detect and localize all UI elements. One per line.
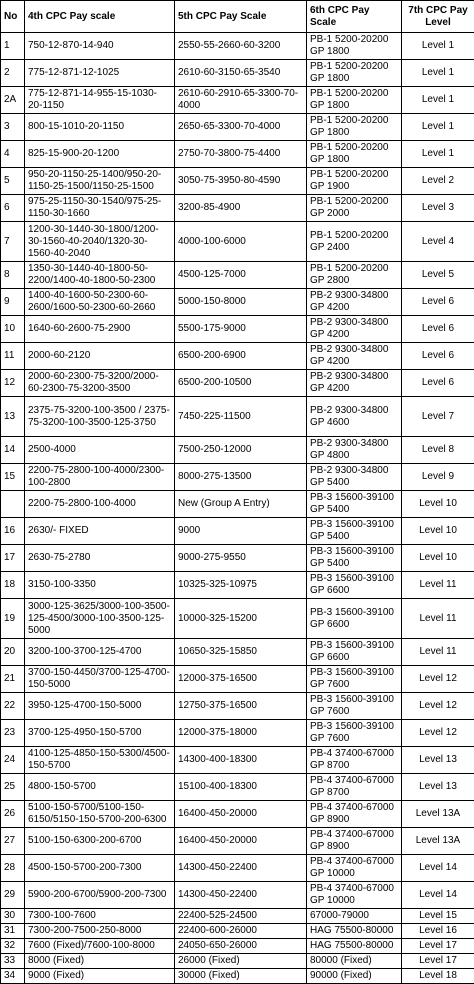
cell-no: 19 <box>1 599 25 639</box>
col-header-no: No <box>1 1 25 33</box>
table-row <box>1 924 474 939</box>
cell-5th-cpc: 2610-60-2910-65-3300-70-4000 <box>175 87 307 114</box>
table-row <box>1 747 474 774</box>
cell-5th-cpc: 12750-375-16500 <box>175 693 307 720</box>
cell-4th-cpc: 1350-30-1440-40-1800-50-2200/1400-40-1800-50-2300 <box>25 262 175 289</box>
table-row <box>1 289 474 316</box>
cell-5th-cpc: 6500-200-6900 <box>175 343 307 370</box>
table-row <box>1 909 474 924</box>
cell-4th-cpc: 3200-100-3700-125-4700 <box>25 639 175 666</box>
cell-4th-cpc: 5100-150-5700/5100-150-6150/5150-150-5700-200-6300 <box>25 801 175 828</box>
cell-6th-cpc: PB-3 15600-39100 GP 5400 <box>307 491 402 518</box>
cell-no: 32 <box>1 939 25 954</box>
cell-5th-cpc: 16400-450-20000 <box>175 801 307 828</box>
cell-no: 20 <box>1 639 25 666</box>
cell-7th-cpc-level: Level 10 <box>402 491 474 518</box>
cell-4th-cpc: 2200-75-2800-100-4000 <box>25 491 175 518</box>
cell-6th-cpc: PB-3 15600-39100 GP 7600 <box>307 720 402 747</box>
cell-4th-cpc: 8000 (Fixed) <box>25 954 175 969</box>
cell-7th-cpc-level: Level 6 <box>402 289 474 316</box>
cell-7th-cpc-level: Level 13 <box>402 747 474 774</box>
cell-7th-cpc-level: Level 1 <box>402 114 474 141</box>
table-row <box>1 693 474 720</box>
cell-7th-cpc-level: Level 7 <box>402 397 474 437</box>
cell-5th-cpc: 2750-70-3800-75-4400 <box>175 141 307 168</box>
table-row <box>1 33 474 60</box>
cell-6th-cpc: 67000-79000 <box>307 909 402 924</box>
col-header-6th-cpc: 6th CPC Pay Scale <box>307 1 402 33</box>
table-row <box>1 639 474 666</box>
cell-no: 4 <box>1 141 25 168</box>
cell-5th-cpc: 10325-325-10975 <box>175 572 307 599</box>
cell-6th-cpc: PB-4 37400-67000 GP 8900 <box>307 801 402 828</box>
cell-no: 18 <box>1 572 25 599</box>
cell-4th-cpc: 2200-75-2800-100-4000/2300-100-2800 <box>25 464 175 491</box>
table-row <box>1 954 474 969</box>
cell-4th-cpc: 950-20-1150-25-1400/950-20-1150-25-1500/1150-25-1500 <box>25 168 175 195</box>
cell-no: 11 <box>1 343 25 370</box>
table-row <box>1 855 474 882</box>
cell-no: 15 <box>1 464 25 491</box>
cell-no: 12 <box>1 370 25 397</box>
cell-6th-cpc: PB-2 9300-34800 GP 4600 <box>307 397 402 437</box>
cell-6th-cpc: PB-1 5200-20200 GP 2000 <box>307 195 402 222</box>
cell-7th-cpc-level: Level 13 <box>402 774 474 801</box>
cell-7th-cpc-level: Level 13A <box>402 828 474 855</box>
cell-7th-cpc-level: Level 10 <box>402 518 474 545</box>
cell-5th-cpc: 4500-125-7000 <box>175 262 307 289</box>
cell-6th-cpc: PB-3 15600-39100 GP 5400 <box>307 545 402 572</box>
cell-5th-cpc: 22400-525-24500 <box>175 909 307 924</box>
table-row <box>1 774 474 801</box>
cell-7th-cpc-level: Level 1 <box>402 60 474 87</box>
cell-7th-cpc-level: Level 1 <box>402 141 474 168</box>
cell-no: 6 <box>1 195 25 222</box>
cell-7th-cpc-level: Level 14 <box>402 855 474 882</box>
cell-4th-cpc: 9000 (Fixed) <box>25 969 175 984</box>
cell-6th-cpc: PB-2 9300-34800 GP 4200 <box>307 343 402 370</box>
cell-4th-cpc: 4100-125-4850-150-5300/4500-150-5700 <box>25 747 175 774</box>
col-header-4th-cpc: 4th CPC Pay scale <box>25 1 175 33</box>
cell-4th-cpc: 825-15-900-20-1200 <box>25 141 175 168</box>
cell-5th-cpc: 5500-175-9000 <box>175 316 307 343</box>
cell-5th-cpc: 26000 (Fixed) <box>175 954 307 969</box>
table-row <box>1 222 474 262</box>
table-row <box>1 343 474 370</box>
cell-4th-cpc: 3700-125-4950-150-5700 <box>25 720 175 747</box>
cell-6th-cpc: PB-1 5200-20200 GP 1800 <box>307 33 402 60</box>
cell-4th-cpc: 2630-75-2780 <box>25 545 175 572</box>
table-row <box>1 87 474 114</box>
cell-6th-cpc: PB-2 9300-34800 GP 4800 <box>307 437 402 464</box>
cell-6th-cpc: PB-1 5200-20200 GP 2400 <box>307 222 402 262</box>
table-row <box>1 882 474 909</box>
table-header-row <box>1 1 474 33</box>
cell-no: 2A <box>1 87 25 114</box>
cell-7th-cpc-level: Level 13A <box>402 801 474 828</box>
cell-6th-cpc: PB-3 15600-39100 GP 6600 <box>307 599 402 639</box>
cell-no: 30 <box>1 909 25 924</box>
cell-no: 5 <box>1 168 25 195</box>
cell-6th-cpc: PB-3 15600-39100 GP 5400 <box>307 518 402 545</box>
cell-4th-cpc: 975-25-1150-30-1540/975-25-1150-30-1660 <box>25 195 175 222</box>
cell-6th-cpc: PB-1 5200-20200 GP 2800 <box>307 262 402 289</box>
table-row <box>1 720 474 747</box>
table-row <box>1 801 474 828</box>
cell-4th-cpc: 775-12-871-12-1025 <box>25 60 175 87</box>
cell-7th-cpc-level: Level 4 <box>402 222 474 262</box>
cell-5th-cpc: 4000-100-6000 <box>175 222 307 262</box>
cell-no: 9 <box>1 289 25 316</box>
cell-7th-cpc-level: Level 14 <box>402 882 474 909</box>
cell-5th-cpc: 15100-400-18300 <box>175 774 307 801</box>
cell-7th-cpc-level: Level 16 <box>402 924 474 939</box>
cell-4th-cpc: 3150-100-3350 <box>25 572 175 599</box>
cell-4th-cpc: 750-12-870-14-940 <box>25 33 175 60</box>
table-row <box>1 518 474 545</box>
cell-no: 25 <box>1 774 25 801</box>
cell-no: 27 <box>1 828 25 855</box>
cell-5th-cpc: 2610-60-3150-65-3540 <box>175 60 307 87</box>
table-row <box>1 491 474 518</box>
table-row <box>1 397 474 437</box>
cell-4th-cpc: 2630/- FIXED <box>25 518 175 545</box>
cell-6th-cpc: PB-4 37400-67000 GP 10000 <box>307 882 402 909</box>
cell-6th-cpc: PB-1 5200-20200 GP 1800 <box>307 141 402 168</box>
cell-4th-cpc: 3950-125-4700-150-5000 <box>25 693 175 720</box>
cell-5th-cpc: 14300-450-22400 <box>175 882 307 909</box>
cell-5th-cpc: 12000-375-18000 <box>175 720 307 747</box>
cell-4th-cpc: 2375-75-3200-100-3500 / 2375-75-3200-100-3500-125-3750 <box>25 397 175 437</box>
table-body <box>1 33 474 984</box>
cell-5th-cpc: 9000 <box>175 518 307 545</box>
cell-5th-cpc: 3050-75-3950-80-4590 <box>175 168 307 195</box>
table-row <box>1 939 474 954</box>
table-row <box>1 969 474 984</box>
cell-5th-cpc: 2550-55-2660-60-3200 <box>175 33 307 60</box>
cell-4th-cpc: 800-15-1010-20-1150 <box>25 114 175 141</box>
cell-4th-cpc: 5900-200-6700/5900-200-7300 <box>25 882 175 909</box>
cell-5th-cpc: 16400-450-20000 <box>175 828 307 855</box>
cell-6th-cpc: PB-1 5200-20200 GP 1900 <box>307 168 402 195</box>
cell-7th-cpc-level: Level 12 <box>402 720 474 747</box>
cell-6th-cpc: PB-4 37400-67000 GP 8700 <box>307 747 402 774</box>
cell-6th-cpc: PB-2 9300-34800 GP 4200 <box>307 316 402 343</box>
cell-6th-cpc: PB-1 5200-20200 GP 1800 <box>307 114 402 141</box>
table-row <box>1 370 474 397</box>
cell-6th-cpc: PB-2 9300-34800 GP 4200 <box>307 289 402 316</box>
table-row <box>1 828 474 855</box>
cell-6th-cpc: HAG 75500-80000 <box>307 939 402 954</box>
cell-7th-cpc-level: Level 15 <box>402 909 474 924</box>
cell-7th-cpc-level: Level 12 <box>402 693 474 720</box>
cell-no: 34 <box>1 969 25 984</box>
cell-7th-cpc-level: Level 11 <box>402 639 474 666</box>
cell-7th-cpc-level: Level 18 <box>402 969 474 984</box>
cell-7th-cpc-level: Level 6 <box>402 370 474 397</box>
cell-5th-cpc: 9000-275-9550 <box>175 545 307 572</box>
cell-4th-cpc: 4500-150-5700-200-7300 <box>25 855 175 882</box>
cell-no: 1 <box>1 33 25 60</box>
table-row <box>1 316 474 343</box>
cell-7th-cpc-level: Level 11 <box>402 599 474 639</box>
table-row <box>1 168 474 195</box>
cell-no: 22 <box>1 693 25 720</box>
table-row <box>1 437 474 464</box>
cell-no: 13 <box>1 397 25 437</box>
cell-6th-cpc: 80000 (Fixed) <box>307 954 402 969</box>
cell-7th-cpc-level: Level 11 <box>402 572 474 599</box>
cell-6th-cpc: PB-1 5200-20200 GP 1800 <box>307 87 402 114</box>
cell-4th-cpc: 7300-200-7500-250-8000 <box>25 924 175 939</box>
cell-4th-cpc: 1400-40-1600-50-2300-60-2600/1600-50-2300-60-2660 <box>25 289 175 316</box>
cell-7th-cpc-level: Level 10 <box>402 545 474 572</box>
col-header-5th-cpc: 5th CPC Pay Scale <box>175 1 307 33</box>
cell-5th-cpc: 10650-325-15850 <box>175 639 307 666</box>
cell-4th-cpc: 4800-150-5700 <box>25 774 175 801</box>
cell-no: 8 <box>1 262 25 289</box>
cell-4th-cpc: 3000-125-3625/3000-100-3500-125-4500/3000-100-3500-125-5000 <box>25 599 175 639</box>
cell-no: 14 <box>1 437 25 464</box>
cell-5th-cpc: 22400-600-26000 <box>175 924 307 939</box>
cell-7th-cpc-level: Level 3 <box>402 195 474 222</box>
cell-4th-cpc: 7300-100-7600 <box>25 909 175 924</box>
cell-6th-cpc: PB-3 15600-39100 GP 6600 <box>307 639 402 666</box>
cell-4th-cpc: 775-12-871-14-955-15-1030-20-1150 <box>25 87 175 114</box>
table-row <box>1 141 474 168</box>
cell-7th-cpc-level: Level 6 <box>402 316 474 343</box>
col-header-7th-cpc: 7th CPC Pay Level <box>402 1 474 33</box>
cell-6th-cpc: PB-3 15600-39100 GP 7600 <box>307 666 402 693</box>
cell-5th-cpc: 24050-650-26000 <box>175 939 307 954</box>
cell-7th-cpc-level: Level 5 <box>402 262 474 289</box>
cell-no: 23 <box>1 720 25 747</box>
cell-5th-cpc: 12000-375-16500 <box>175 666 307 693</box>
cell-no: 16 <box>1 518 25 545</box>
cell-4th-cpc: 7600 (Fixed)/7600-100-8000 <box>25 939 175 954</box>
cell-5th-cpc: 30000 (Fixed) <box>175 969 307 984</box>
cell-no: 29 <box>1 882 25 909</box>
cell-no: 17 <box>1 545 25 572</box>
table-row <box>1 60 474 87</box>
cell-6th-cpc: PB-4 37400-67000 GP 8900 <box>307 828 402 855</box>
cell-5th-cpc: 6500-200-10500 <box>175 370 307 397</box>
cell-5th-cpc: New (Group A Entry) <box>175 491 307 518</box>
cell-6th-cpc: PB-2 9300-34800 GP 4200 <box>307 370 402 397</box>
cell-5th-cpc: 5000-150-8000 <box>175 289 307 316</box>
cell-7th-cpc-level: Level 12 <box>402 666 474 693</box>
cell-7th-cpc-level: Level 6 <box>402 343 474 370</box>
cell-no: 3 <box>1 114 25 141</box>
cell-7th-cpc-level: Level 1 <box>402 87 474 114</box>
table-row <box>1 666 474 693</box>
cell-no: 7 <box>1 222 25 262</box>
cell-6th-cpc: PB-3 15600-39100 GP 7600 <box>307 693 402 720</box>
table-row <box>1 464 474 491</box>
cell-no: 21 <box>1 666 25 693</box>
cell-6th-cpc: 90000 (Fixed) <box>307 969 402 984</box>
cell-no: 2 <box>1 60 25 87</box>
cell-5th-cpc: 2650-65-3300-70-4000 <box>175 114 307 141</box>
cell-no: 24 <box>1 747 25 774</box>
cell-5th-cpc: 7500-250-12000 <box>175 437 307 464</box>
table-row <box>1 599 474 639</box>
cell-6th-cpc: HAG 75500-80000 <box>307 924 402 939</box>
cell-no: 33 <box>1 954 25 969</box>
cell-5th-cpc: 10000-325-15200 <box>175 599 307 639</box>
cell-4th-cpc: 3700-150-4450/3700-125-4700-150-5000 <box>25 666 175 693</box>
cell-5th-cpc: 3200-85-4900 <box>175 195 307 222</box>
cell-4th-cpc: 2000-60-2300-75-3200/2000-60-2300-75-3200-3500 <box>25 370 175 397</box>
table-row <box>1 545 474 572</box>
cell-6th-cpc: PB-2 9300-34800 GP 5400 <box>307 464 402 491</box>
cell-4th-cpc: 2000-60-2120 <box>25 343 175 370</box>
cell-5th-cpc: 14300-400-18300 <box>175 747 307 774</box>
cell-no: 28 <box>1 855 25 882</box>
cell-6th-cpc: PB-4 37400-67000 GP 10000 <box>307 855 402 882</box>
cell-4th-cpc: 1200-30-1440-30-1800/1200-30-1560-40-2040/1320-30-1560-40-2040 <box>25 222 175 262</box>
table-row <box>1 114 474 141</box>
cell-7th-cpc-level: Level 17 <box>402 939 474 954</box>
cell-5th-cpc: 7450-225-11500 <box>175 397 307 437</box>
cell-4th-cpc: 1640-60-2600-75-2900 <box>25 316 175 343</box>
cell-7th-cpc-level: Level 2 <box>402 168 474 195</box>
cell-no <box>1 491 25 518</box>
cell-7th-cpc-level: Level 1 <box>402 33 474 60</box>
cell-5th-cpc: 14300-450-22400 <box>175 855 307 882</box>
cell-7th-cpc-level: Level 9 <box>402 464 474 491</box>
cell-no: 26 <box>1 801 25 828</box>
cell-5th-cpc: 8000-275-13500 <box>175 464 307 491</box>
cell-6th-cpc: PB-1 5200-20200 GP 1800 <box>307 60 402 87</box>
cell-6th-cpc: PB-3 15600-39100 GP 6600 <box>307 572 402 599</box>
table-row <box>1 195 474 222</box>
table-row <box>1 262 474 289</box>
cell-no: 31 <box>1 924 25 939</box>
cell-7th-cpc-level: Level 8 <box>402 437 474 464</box>
cell-4th-cpc: 2500-4000 <box>25 437 175 464</box>
cell-4th-cpc: 5100-150-6300-200-6700 <box>25 828 175 855</box>
cell-6th-cpc: PB-4 37400-67000 GP 8700 <box>307 774 402 801</box>
cell-7th-cpc-level: Level 17 <box>402 954 474 969</box>
table-row <box>1 572 474 599</box>
cell-no: 10 <box>1 316 25 343</box>
